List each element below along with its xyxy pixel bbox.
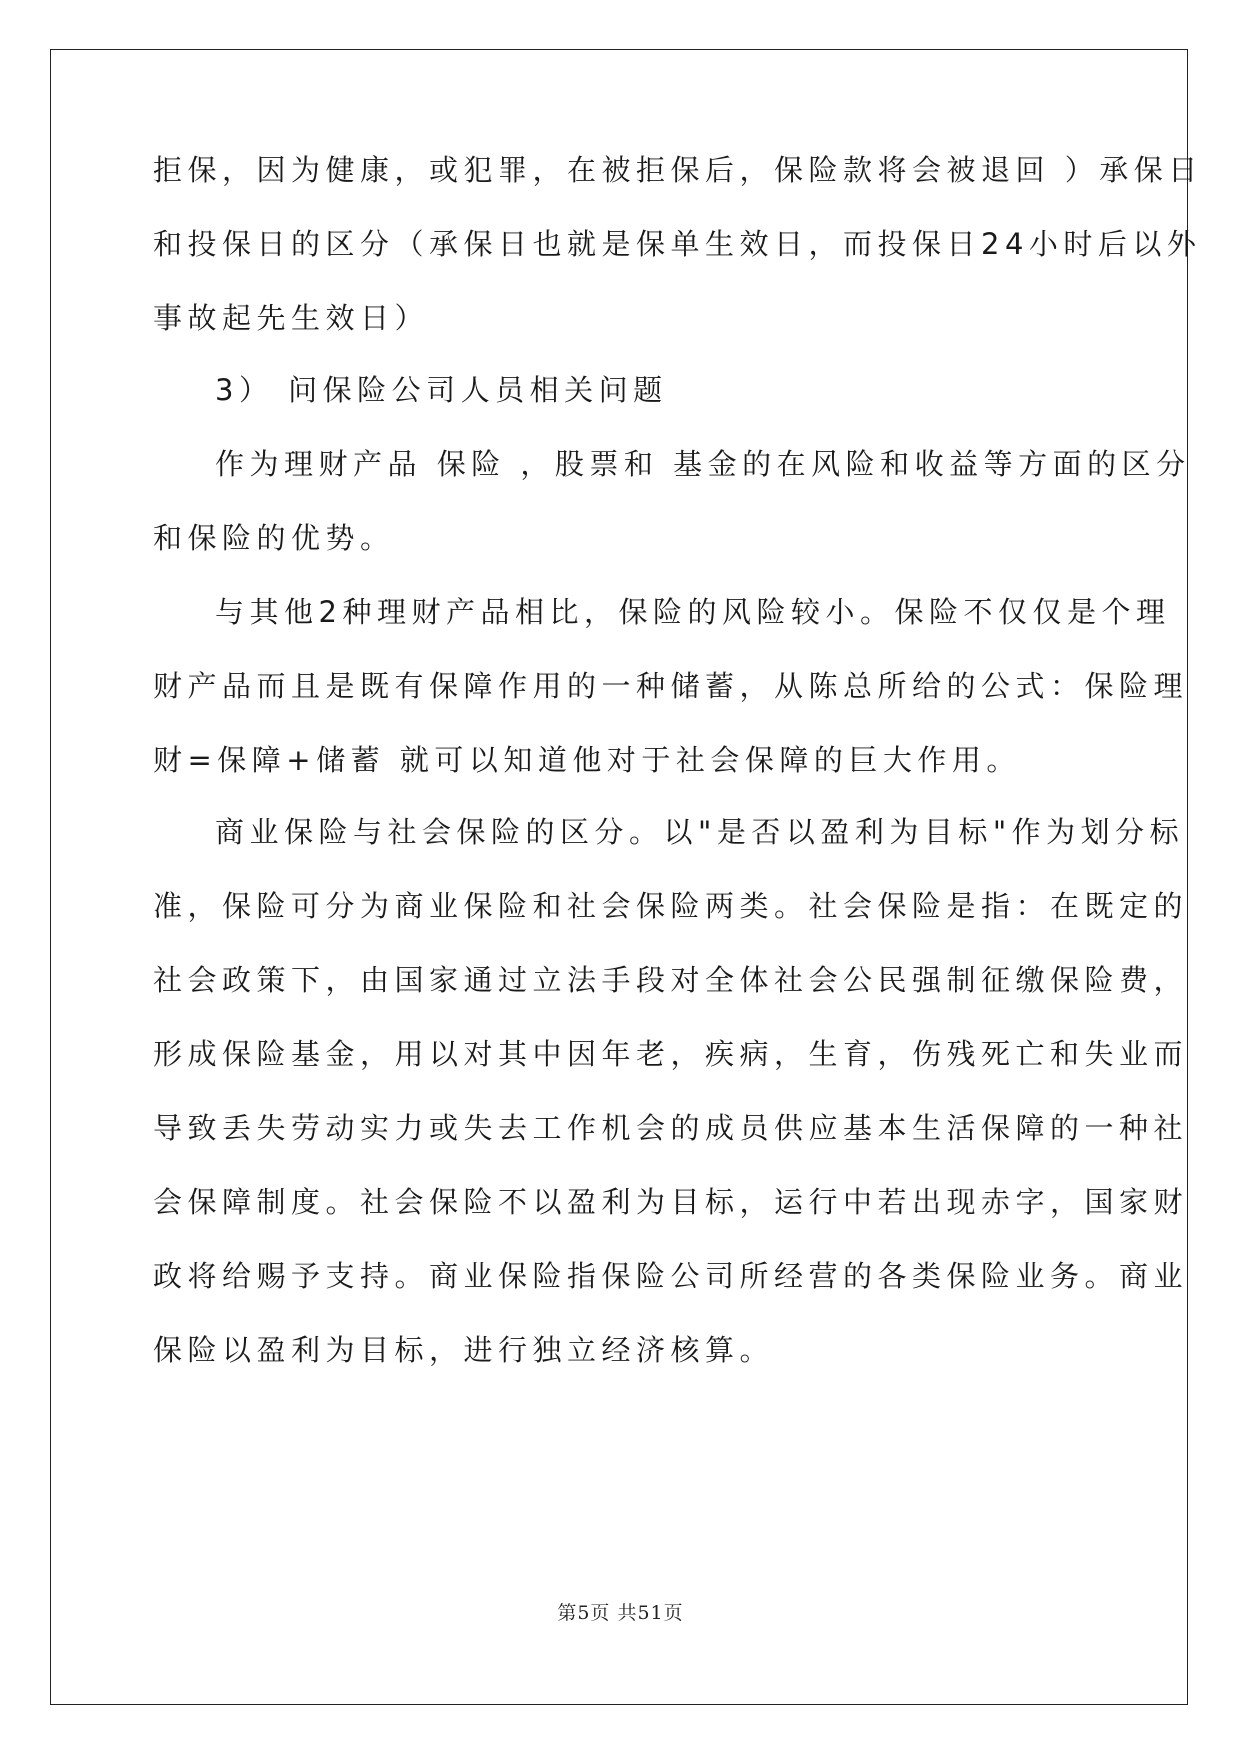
- page-number-footer: 第5页 共51页: [557, 1602, 684, 1624]
- text-line: 社会政策下，由国家通过立法手段对全体社会公民强制征缴保险费，: [153, 963, 1189, 997]
- text-line: 会保障制度。社会保险不以盈利为目标，运行中若出现赤字，国家财: [153, 1185, 1189, 1219]
- text-line: 财=保障+储蓄 就可以知道他对于社会保障的巨大作用。: [153, 743, 1021, 777]
- text-line: 与其他2种理财产品相比，保险的风险较小。保险不仅仅是个理: [215, 595, 1171, 629]
- text-line: 准，保险可分为商业保险和社会保险两类。社会保险是指：在既定的: [153, 889, 1189, 923]
- text-line: 和保险的优势。: [153, 521, 395, 555]
- text-line: 保险以盈利为目标，进行独立经济核算。: [153, 1333, 775, 1367]
- text-line: 和投保日的区分（承保日也就是保单生效日，而投保日24小时后以外: [153, 227, 1202, 261]
- text-line: 形成保险基金，用以对其中因年老，疾病，生育，伤残死亡和失业而: [153, 1037, 1189, 1071]
- section-heading: 3） 问保险公司人员相关问题: [215, 373, 668, 407]
- text-line: 商业保险与社会保险的区分。以"是否以盈利为目标"作为划分标: [215, 815, 1185, 849]
- text-line: 财产品而且是既有保障作用的一种储蓄，从陈总所给的公式：保险理: [153, 669, 1189, 703]
- text-line: 作为理财产品 保险 ，股票和 基金的在风险和收益等方面的区分: [215, 447, 1191, 481]
- text-line: 导致丢失劳动实力或失去工作机会的成员供应基本生活保障的一种社: [153, 1111, 1189, 1145]
- text-line: 政将给赐予支持。商业保险指保险公司所经营的各类保险业务。商业: [153, 1259, 1189, 1293]
- text-line: 事故起先生效日）: [153, 301, 430, 335]
- text-line: 拒保，因为健康，或犯罪，在被拒保后，保险款将会被退回 ）承保日: [153, 153, 1203, 187]
